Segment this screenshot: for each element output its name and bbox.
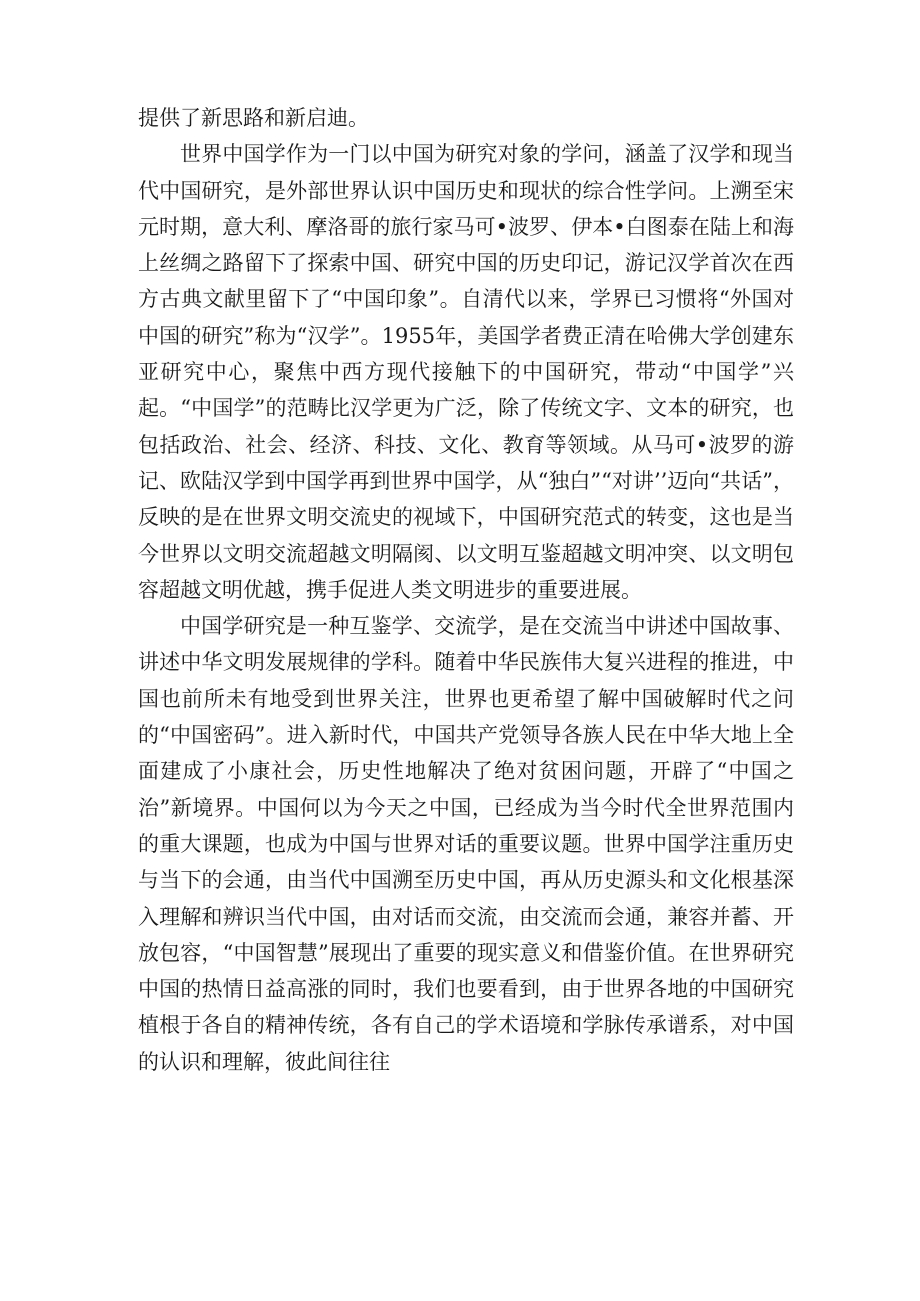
article-body [138, 100, 794, 1080]
paragraph-mutual-learning: 中国学研究是一种互鉴学、交流学，是在交流当中讲述中国故事、讲述中华文明发展规律的学科。随着中华民族伟大复兴进程的推进，中国也前所未有地受到世界关注，世界也更希望了解中国破解时代之问的“中国密码”。进入新时代，中国共产党领导各族人民在中华大地上全面建成了小康社会，历史性地解决了绝对贫困问题，开辟了“中国之治”新境界。中国何以为今天之中国，已经成为当今时代全世界范围内的重大课题，也成为中国与世界对话的重要议题。世界中国学注重历史与当下的会通，由当代中国溯至历史中国，再从历史源头和文化根基深入理解和辨识当代中国，由对话而交流，由交流而会通，兼容并蓄、开放包容，“中国智慧”展现出了重要的现实意义和借鉴价值。在世界研究中国的热情日益高涨的同时，我们也要看到，由于世界各地的中国研究植根于各自的精神传统，各有自己的学术语境和学脉传承谱系，对中国的认识和理解，彼此间往往 [138, 614, 794, 1074]
paragraph-world-chinese-studies: 世界中国学作为一门以中国为研究对象的学问，涵盖了汉学和现当代中国研究，是外部世界认识中国历史和现状的综合性学问。上溯至宋元时期，意大利、摩洛哥的旅行家马可•波罗、伊本•白图泰在陆上和海上丝绸之路留下了探索中国、研究中国的历史印记，游记汉学首次在西方古典文献里留下了“中国印象”。自清代以来，学界已习惯将“外国对中国的研究”称为“汉学”。1955年，美国学者费正清在哈佛大学创建东亚研究中心，聚焦中西方现代接触下的中国研究，带动“中国学”兴起。“中国学”的范畴比汉学更为广泛，除了传统文字、文本的研究，也包括政治、社会、经济、科技、文化、教育等领域。从马可•波罗的游记、欧陆汉学到中国学再到世界中国学，从“独白”“对讲’’迈向“共话”，反映的是在世界文明交流史的视域下，中国研究范式的转变，这也是当今世界以文明交流超越文明隔阂、以文明互鉴超越文明冲突、以文明包容超越文明优越，携手促进人类文明进步的重要进展。 [138, 142, 794, 602]
paragraph-continuation: 提供了新思路和新启迪。 [138, 106, 369, 130]
